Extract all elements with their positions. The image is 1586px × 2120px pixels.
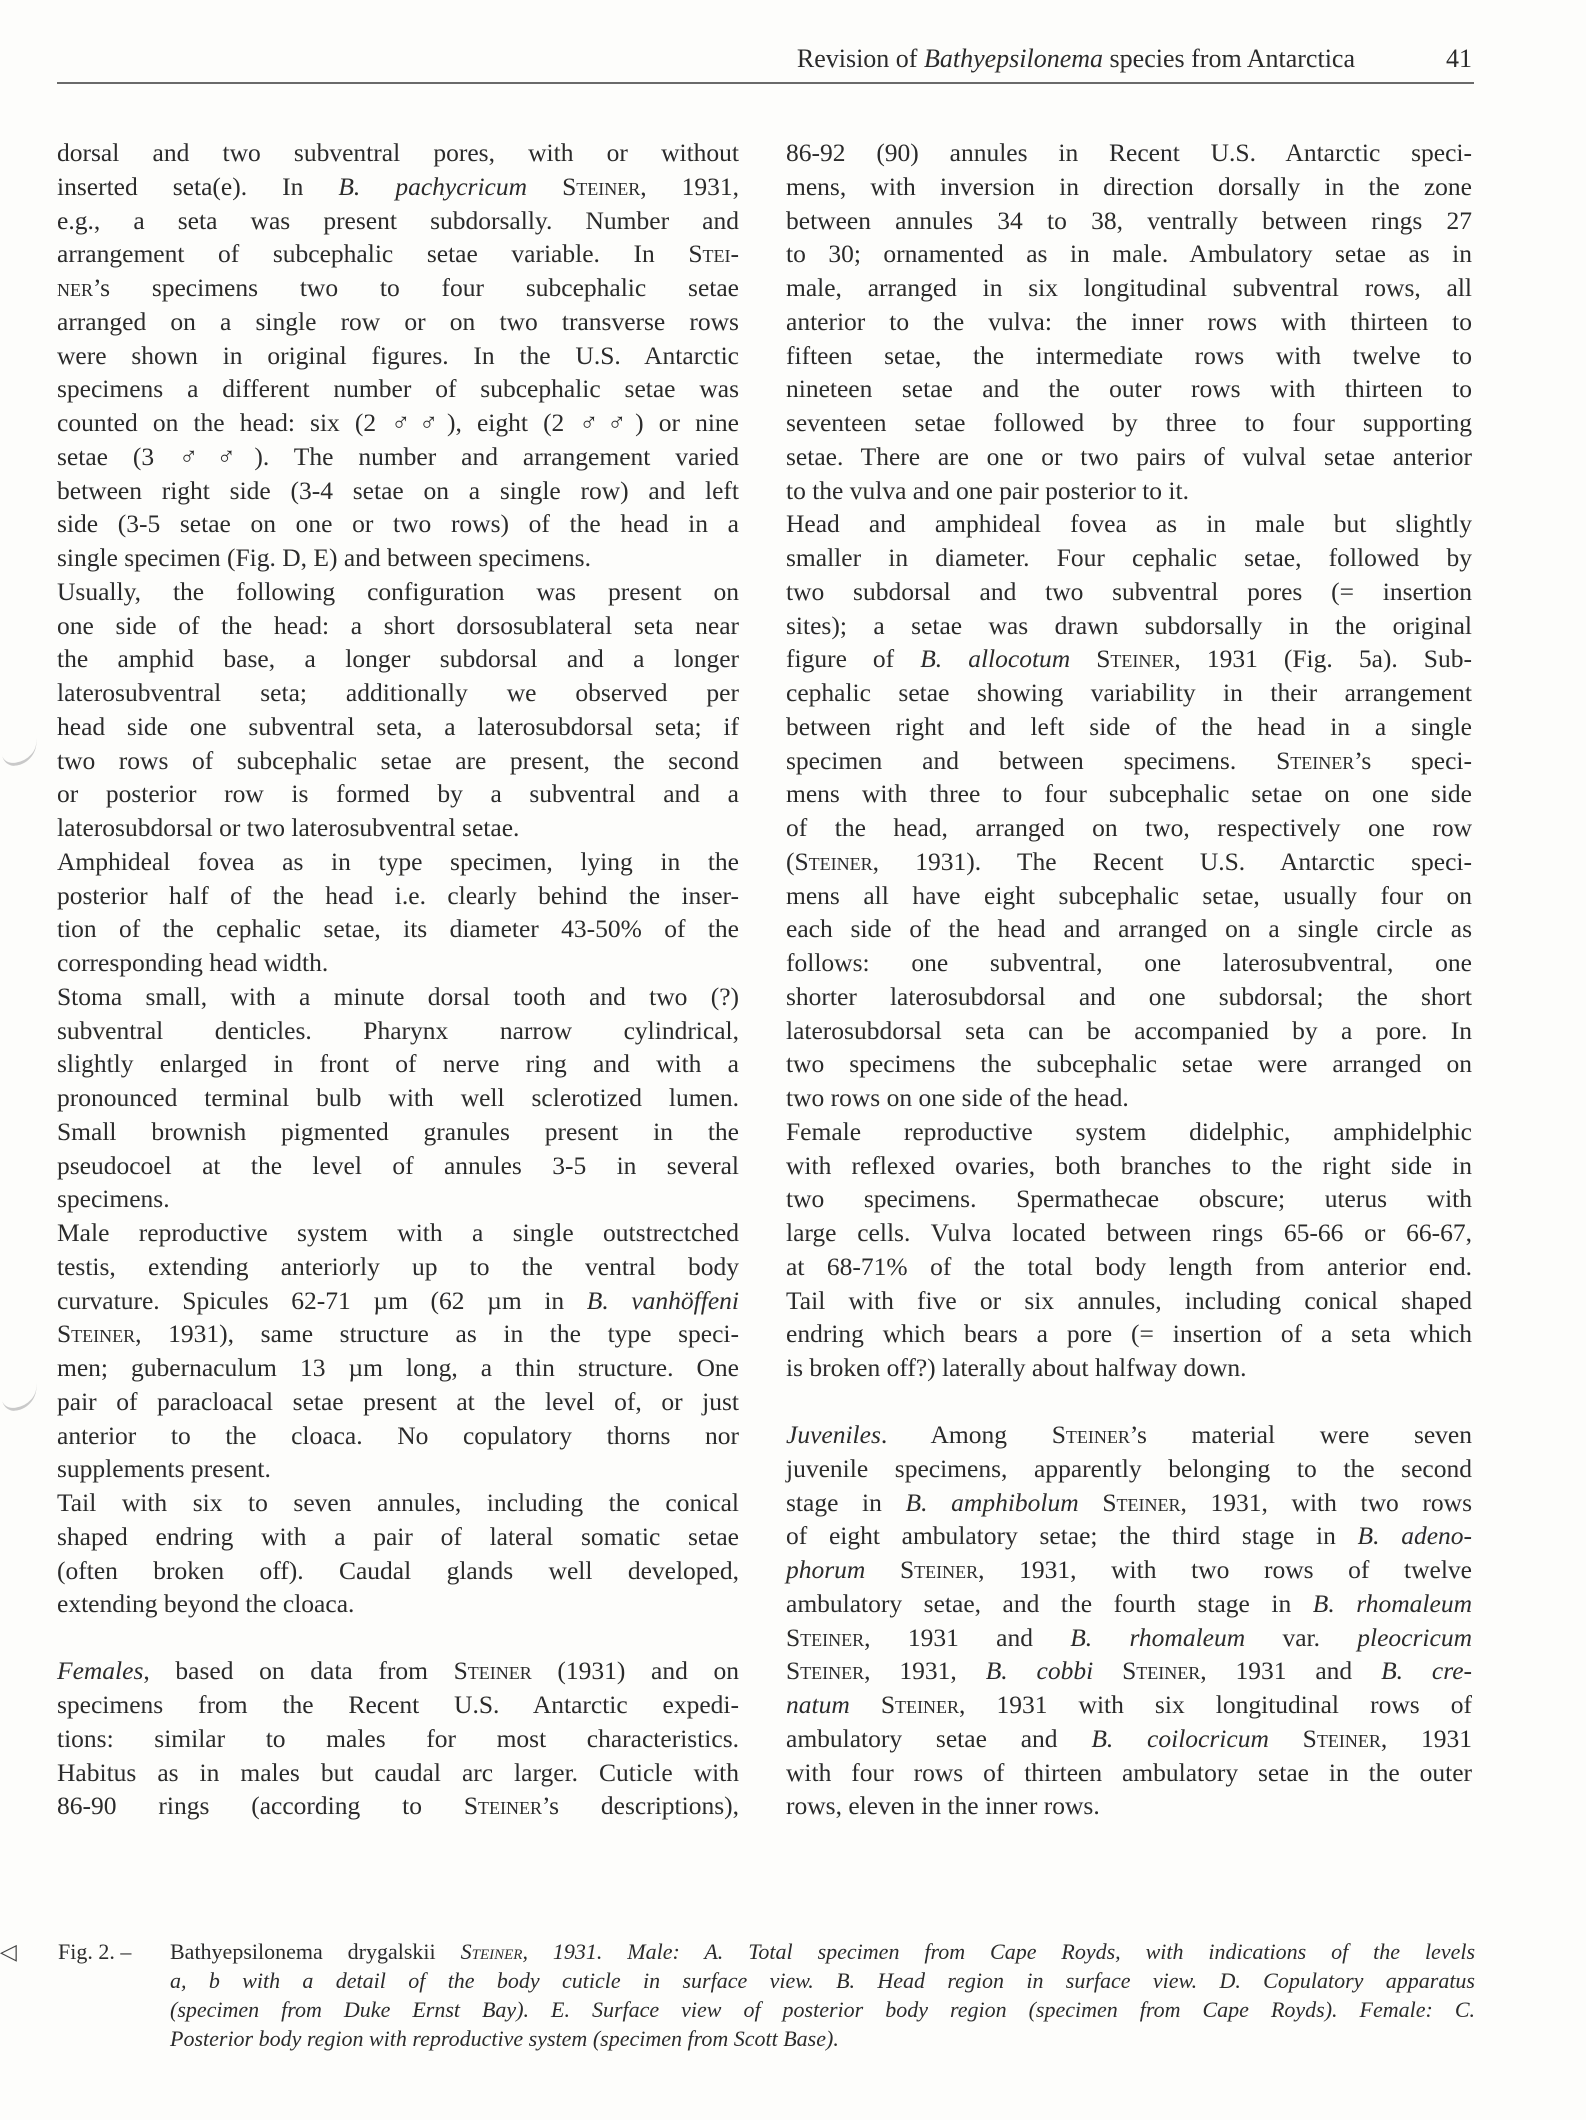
italic-text: B. pachycricum (338, 171, 528, 201)
text-line (786, 136, 1472, 170)
text-line (57, 1081, 739, 1115)
text-line (57, 1688, 739, 1722)
text-run: 86-92 (90) annules in Recent U.S. Antarctic speci- (786, 138, 1472, 167)
text-run: between right and left side of the head in a single (786, 711, 1472, 741)
text-run: , 1931, (864, 1656, 986, 1686)
text-run: a, b with a detail of the body cuticle in surface view. B. Head region in surface view. D. Copulatory apparatus (170, 1968, 1475, 1993)
text-run: Female reproductive system didelphic, amphidelphic (786, 1116, 1472, 1146)
running-header (600, 44, 1355, 74)
text-line (786, 305, 1472, 339)
text-run: were shown in original figures. In the U.S. Antarctic (57, 340, 739, 370)
text-line (786, 170, 1472, 204)
text-run: Male reproductive system with a single outstrectched (57, 1218, 739, 1247)
text-run: laterosubventral seta; additionally we observed per (57, 678, 739, 707)
text-line (57, 676, 739, 710)
author-name: Steiner (463, 1791, 543, 1821)
text-line (57, 1317, 739, 1351)
text-run: anterior to the vulva: the inner rows with thirteen to (786, 306, 1472, 336)
text-run: pair of paracloacal setae present at the level of, or just (57, 1386, 739, 1416)
text-run: men; gubernaculum 13 µm long, a thin structure. One (57, 1353, 739, 1382)
text-line (786, 507, 1472, 541)
text-run: posterior half of the head i.e. clearly behind the inser- (57, 880, 739, 910)
italic-text: Juveniles (786, 1420, 881, 1450)
text-run: inserted seta(e). In (57, 171, 339, 201)
text-run: counted on the head: six (2 ♂♂), eight (2 ♂♂) or nine (57, 408, 739, 437)
text-run: var. (1245, 1622, 1358, 1652)
text-run: one side of the head: a short dorsosublateral seta near (57, 610, 739, 640)
text-line (57, 339, 739, 373)
text-run: of eight ambulatory setae; the third stage in (786, 1521, 1358, 1551)
caption-label: Fig. 2. – (58, 1939, 132, 1964)
text-run: specimen and between specimens. (786, 745, 1277, 775)
text-line (786, 1789, 1472, 1823)
text-line (786, 777, 1472, 811)
text-line (57, 1250, 739, 1284)
text-line (57, 744, 739, 778)
text-run: shorter laterosubdorsal and one subdorsal; the short (786, 981, 1472, 1011)
text-line (57, 305, 739, 339)
text-line (57, 912, 739, 946)
text-line (786, 811, 1472, 845)
text-run: setae (3 ♂♂). The number and arrangement varied (57, 441, 739, 471)
text-line (786, 1654, 1472, 1688)
text-run: between right side (3-4 setae on a single row) and left (57, 475, 739, 505)
text-line (786, 204, 1472, 238)
text-run: extending beyond the cloaca. (57, 1589, 355, 1619)
text-run: with four rows of thirteen ambulatory setae in the outer (786, 1757, 1472, 1787)
text-line (57, 710, 739, 744)
header-title-genus: Bathyepsilonema (923, 44, 1104, 73)
text-run (865, 1555, 900, 1584)
text-run: slightly enlarged in front of nerve ring and with a (57, 1049, 739, 1079)
text-line (57, 980, 739, 1014)
text-line (786, 710, 1472, 744)
text-run: , 1931 (Fig. 5a). Sub- (1174, 644, 1472, 674)
text-line (786, 1182, 1472, 1216)
author-name: Steiner (1102, 1487, 1181, 1517)
punch-hole-shadow (0, 1383, 39, 1413)
text-line (786, 609, 1472, 643)
italic-text: pleocricum (1357, 1622, 1472, 1652)
text-line (57, 946, 739, 980)
text-line (786, 1317, 1472, 1351)
text-run: . Among (880, 1420, 1052, 1450)
author-name: Steiner (1276, 745, 1355, 775)
text-line (786, 474, 1472, 508)
text-line (786, 1014, 1472, 1048)
author-name: Steiner (786, 1622, 865, 1652)
text-run: , 1931 (1380, 1723, 1472, 1753)
text-run: corresponding head width. (57, 948, 329, 977)
text-run: specimens a different number of subcephalic setae was (57, 374, 739, 404)
author-name: Steiner (1122, 1656, 1201, 1686)
text-line (786, 980, 1472, 1014)
text-line (57, 1351, 739, 1385)
text-run: Head and amphideal fovea as in male but slightly (786, 509, 1472, 539)
text-line (57, 1452, 739, 1486)
text-line (786, 1418, 1472, 1452)
header-rule (57, 82, 1474, 84)
text-line (57, 1756, 739, 1790)
text-run: with reflexed ovaries, both branches to the right side in (786, 1150, 1472, 1180)
text-run: nineteen setae and the outer rows with thirteen to (786, 374, 1472, 404)
text-line (786, 271, 1472, 305)
text-line (57, 1149, 739, 1183)
text-run: , 1931), same structure as in the type speci- (135, 1319, 739, 1349)
text-run: Usually, the following configuration was present on (57, 576, 739, 606)
text-line (57, 474, 739, 508)
author-name: Stei- (688, 239, 739, 269)
text-run: smaller in diameter. Four cephalic setae, followed by (786, 543, 1472, 572)
text-run (1269, 1724, 1303, 1753)
author-name: Steiner (880, 1690, 959, 1720)
text-line (786, 1553, 1472, 1587)
text-line (786, 541, 1472, 575)
text-run: ambulatory setae, and the fourth stage in (786, 1588, 1313, 1618)
caption-line (170, 1995, 1475, 2024)
text-run: fifteen setae, the intermediate rows with twelve to (786, 340, 1472, 370)
page-number: 41 (1446, 44, 1472, 73)
text-run: ( (786, 846, 795, 876)
text-line (57, 845, 739, 879)
text-line (57, 642, 739, 676)
text-run: two subdorsal and two subventral pores (= insertion (786, 576, 1472, 606)
text-run (1093, 1656, 1122, 1685)
italic-text: B. cobbi (985, 1656, 1094, 1686)
text-line (786, 1250, 1472, 1284)
text-line (57, 1486, 739, 1520)
text-run: sites); a setae was drawn subdorsally in the original (786, 610, 1472, 640)
text-line (786, 372, 1472, 406)
author-name: Steiner (1302, 1723, 1381, 1753)
author-name: Steiner (899, 1555, 979, 1585)
text-line (57, 879, 739, 913)
text-line (57, 609, 739, 643)
text-run: mens, with inversion in direction dorsally in the zone (786, 171, 1472, 201)
text-line (786, 406, 1472, 440)
text-run: specimens. (57, 1184, 170, 1214)
left-column (57, 136, 739, 1823)
italic-text: natum (786, 1690, 850, 1720)
author-name: Steiner (453, 1656, 532, 1686)
text-line (786, 575, 1472, 609)
text-line (786, 1688, 1472, 1722)
text-line (786, 1284, 1472, 1318)
text-run: two rows of subcephalic setae are present, the second (57, 745, 739, 775)
text-run: Tail with five or six annules, including conical shaped (786, 1285, 1472, 1315)
text-run (527, 172, 562, 201)
text-line (57, 271, 739, 305)
text-line (57, 1115, 739, 1149)
text-line (786, 237, 1472, 271)
text-line (57, 541, 739, 575)
text-line (57, 406, 739, 440)
text-run: cephalic setae showing variability in their arrangement (786, 678, 1472, 707)
text-run (1079, 1488, 1103, 1517)
text-run: ambulatory setae and (786, 1723, 1092, 1753)
text-run: or posterior row is formed by a subventral and a (57, 779, 739, 809)
paragraph-gap (57, 1621, 739, 1654)
text-line (786, 879, 1472, 913)
text-line (786, 1351, 1472, 1385)
text-run: two specimens. Spermathecae obscure; uterus with (786, 1184, 1472, 1214)
text-run: setae. There are one or two pairs of vulval setae anterior (786, 441, 1472, 471)
text-run: ’s material were seven (1129, 1420, 1473, 1450)
text-line (786, 1115, 1472, 1149)
text-line (786, 440, 1472, 474)
text-line (786, 1216, 1472, 1250)
text-line (786, 946, 1472, 980)
text-run: , 1931, (640, 171, 740, 201)
text-run: large cells. Vulva located between rings 65-66 or 66-67, (786, 1218, 1472, 1247)
text-run: testis, extending anteriorly up to the ventral body (57, 1251, 739, 1281)
text-run: pronounced terminal bulb with well sclerotized lumen. (57, 1083, 739, 1112)
text-line (57, 1419, 739, 1453)
text-run (436, 1939, 461, 1964)
text-run: mens with three to four subcephalic setae on one side (786, 779, 1472, 809)
text-run: mens all have eight subcephalic setae, usually four on (786, 880, 1472, 910)
text-line (786, 912, 1472, 946)
text-run: seventeen setae followed by three to four supporting (786, 408, 1472, 437)
text-run: Tail with six to seven annules, including the conical (57, 1488, 739, 1517)
text-run: to the vulva and one pair posterior to it. (786, 475, 1189, 505)
text-line (57, 1789, 739, 1823)
text-run: head side one subventral seta, a laterosubdorsal seta; if (57, 711, 739, 741)
caption-line (170, 1937, 1475, 1966)
text-run: , 1931 and (864, 1622, 1071, 1652)
text-run: , 1931). The Recent U.S. Antarctic speci- (872, 846, 1472, 876)
text-line (786, 1047, 1472, 1081)
text-run: shaped endring with a pair of lateral somatic setae (57, 1521, 739, 1551)
author-name: Steiner (460, 1939, 523, 1964)
text-run: stage in (786, 1487, 906, 1517)
text-run: ’s descriptions), (542, 1791, 739, 1821)
punch-hole-shadow (0, 738, 39, 768)
text-line (57, 1182, 739, 1216)
text-run: arrangement of subcephalic setae variable. In (57, 239, 689, 269)
text-run: Amphideal fovea as in type specimen, lying in the (57, 846, 739, 876)
text-run: (often broken off). Caudal glands well developed, (57, 1555, 739, 1585)
text-run: , 1931. Male: A. Total specimen from Cape Royds, with indications of the levels (522, 1939, 1476, 1964)
text-line (786, 744, 1472, 778)
text-run (1070, 644, 1096, 673)
text-run: side (3-5 setae on one or two rows) of the head in a (57, 509, 739, 539)
arrow-left-icon: ◁ (0, 1939, 17, 1964)
text-run: Small brownish pigmented granules present in the (57, 1116, 739, 1146)
author-name: Steiner (1096, 644, 1175, 674)
text-line (57, 1554, 739, 1588)
right-column (786, 136, 1472, 1823)
text-line (57, 1385, 739, 1419)
text-run: is broken off?) laterally about halfway down. (786, 1353, 1247, 1382)
text-run: Stoma small, with a minute dorsal tooth and two (?) (57, 981, 739, 1011)
text-line (57, 136, 739, 170)
author-name: Steiner (57, 1319, 136, 1349)
text-run: of the head, arranged on two, respectively one row (786, 813, 1472, 842)
text-run: anterior to the cloaca. No copulatory thorns nor (57, 1420, 739, 1450)
text-run: , 1931 and (1200, 1656, 1382, 1686)
italic-text: B. coilocricum (1091, 1723, 1269, 1753)
text-line (57, 1654, 739, 1688)
text-line (57, 1216, 739, 1250)
text-line (57, 204, 739, 238)
text-line (786, 339, 1472, 373)
text-run: specimens from the Recent U.S. Antarctic expedi- (57, 1690, 739, 1720)
text-line (786, 845, 1472, 879)
italic-text: B. cre- (1381, 1656, 1473, 1686)
text-line (786, 642, 1472, 676)
text-run: follows: one subventral, one laterosubventral, one (786, 948, 1472, 977)
author-name: Steiner (562, 171, 641, 201)
italic-text: B. rhomaleum (1312, 1588, 1472, 1618)
text-run: (specimen from Duke Ernst Bay). E. Surface view of posterior body region (specimen from Cape Royds). Female: C. (170, 1997, 1475, 2022)
italic-text: Females (57, 1656, 144, 1686)
text-run: supplements present. (57, 1454, 271, 1484)
text-run: , 1931, with two rows (1180, 1487, 1473, 1517)
text-run: arranged on a single row or on two transverse rows (57, 306, 739, 336)
text-run: e.g., a seta was present subdorsally. Number and (57, 205, 739, 235)
text-line (57, 1284, 739, 1318)
author-name: ner (57, 273, 93, 302)
text-run: Posterior body region with reproductive system (specimen from Scott Base). (170, 2026, 839, 2051)
text-run: Habitus as in males but caudal arc larger. Cuticle with (57, 1757, 739, 1787)
text-line (57, 507, 739, 541)
text-run: ’s specimens two to four subcephalic setae (93, 273, 739, 302)
text-run: laterosubdorsal seta can be accompanied by a pore. In (786, 1015, 1472, 1045)
text-line (786, 1722, 1472, 1756)
paragraph-gap (786, 1385, 1472, 1418)
italic-text: B. rhomaleum (1070, 1622, 1246, 1652)
caption-line (170, 1966, 1475, 1995)
text-run: between annules 34 to 38, ventrally between rings 27 (786, 205, 1472, 235)
text-run: , 1931, with two rows of twelve (978, 1555, 1472, 1585)
text-run: endring which bears a pore (= insertion of a seta which (786, 1319, 1472, 1349)
text-run: each side of the head and arranged on a single circle as (786, 914, 1472, 944)
species-name: Bathyepsilonema drygalskii (170, 1939, 436, 1964)
italic-text: B. allocotum (920, 644, 1071, 674)
text-run: ’s speci- (1354, 745, 1472, 775)
text-run: single specimen (Fig. D, E) and between specimens. (57, 543, 591, 572)
text-line (786, 676, 1472, 710)
text-line (786, 1452, 1472, 1486)
text-run: laterosubdorsal or two laterosubventral setae. (57, 813, 520, 842)
text-run: (1931) and on (531, 1656, 739, 1686)
caption-body (170, 1937, 1475, 2053)
text-line (57, 372, 739, 406)
text-line (786, 1486, 1472, 1520)
header-title-prefix: Revision of (796, 44, 924, 73)
text-line (786, 1756, 1472, 1790)
text-line (786, 1149, 1472, 1183)
caption-line (170, 2024, 1475, 2053)
text-run: the amphid base, a longer subdorsal and a longer (57, 644, 739, 674)
text-run: dorsal and two subventral pores, with or without (57, 138, 739, 167)
text-run: curvature. Spicules 62-71 µm (62 µm in (57, 1285, 587, 1315)
text-line (57, 440, 739, 474)
text-run: figure of (786, 644, 921, 674)
text-run: two rows on one side of the head. (786, 1083, 1129, 1112)
text-run: , based on data from (143, 1656, 454, 1686)
text-line (57, 170, 739, 204)
text-line (57, 1722, 739, 1756)
text-run: to 30; ornamented as in male. Ambulatory setae as in (786, 239, 1472, 269)
text-line (57, 811, 739, 845)
text-run: tion of the cephalic setae, its diameter 43-50% of the (57, 914, 739, 944)
text-line (57, 1014, 739, 1048)
author-name: Steiner (1051, 1420, 1130, 1450)
text-run: at 68-71% of the total body length from anterior end. (786, 1251, 1472, 1281)
text-line (57, 575, 739, 609)
italic-text: phorum (786, 1555, 866, 1585)
text-line (786, 1081, 1472, 1115)
text-run: male, arranged in six longitudinal subventral rows, all (786, 273, 1472, 302)
text-run: subventral denticles. Pharynx narrow cylindrical, (57, 1015, 739, 1045)
text-line (786, 1587, 1472, 1621)
text-run: two specimens the subcephalic setae were arranged on (786, 1049, 1472, 1079)
italic-text: B. adeno- (1357, 1521, 1473, 1551)
text-run: 86-90 rings (according to (57, 1791, 464, 1821)
text-line (57, 1047, 739, 1081)
text-line (57, 777, 739, 811)
text-run: juvenile specimens, apparently belonging to the second (786, 1453, 1472, 1483)
text-run (850, 1690, 881, 1719)
header-title-suffix: species from Antarctica (1103, 44, 1355, 73)
text-line (786, 1519, 1472, 1553)
text-line (57, 1587, 739, 1621)
author-name: Steiner (786, 1656, 865, 1686)
text-line (57, 237, 739, 271)
text-run: pseudocoel at the level of annules 3-5 in several (57, 1150, 739, 1180)
text-line (57, 1520, 739, 1554)
italic-text: B. vanhöffeni (586, 1285, 739, 1315)
text-run: tions: similar to males for most characteristics. (57, 1723, 739, 1753)
text-line (786, 1621, 1472, 1655)
italic-text: B. amphibolum (905, 1487, 1079, 1517)
text-run: rows, eleven in the inner rows. (786, 1791, 1100, 1821)
text-run: , 1931 with six longitudinal rows of (959, 1690, 1472, 1720)
author-name: Steiner (794, 846, 873, 876)
